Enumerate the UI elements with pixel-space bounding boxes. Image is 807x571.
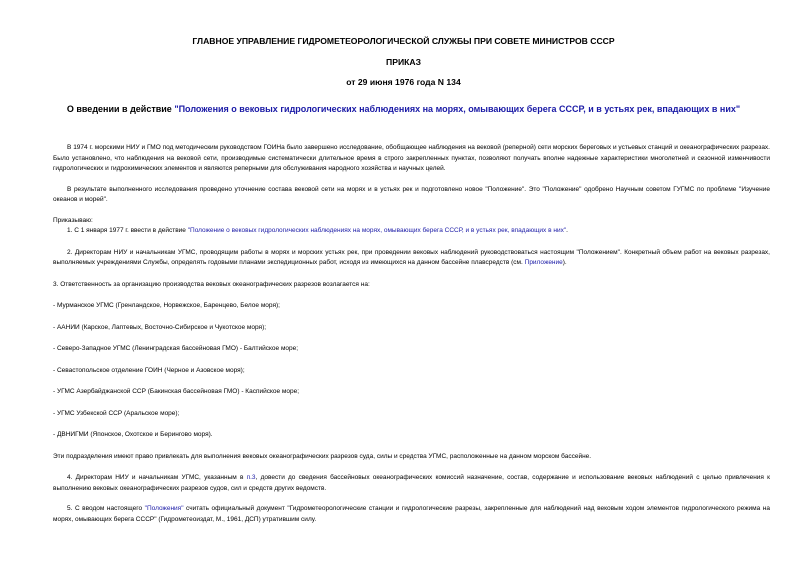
- document-title: [40, 104, 767, 115]
- list-item: - Севастопольское отделение ГОИН (Черное и Азовское моря);: [53, 366, 245, 374]
- order-item-5-text: 5. С вводом настоящего: [67, 505, 145, 512]
- order-item-4-end: , довести до сведения бассейновых океанографических комиссий назначение, состав, содержание и использование вековых наблюдений с целью привлечения к выполнению вековых океанографических разрезов судов, сил и средств других ведомств.: [53, 474, 770, 492]
- order-item-1: [53, 226, 770, 237]
- order-intro: Приказываю:: [53, 216, 93, 224]
- document-body: [53, 143, 770, 525]
- order-item-5: [53, 504, 770, 525]
- order-item-4: [53, 473, 770, 494]
- title-prefix: О введении в действие: [66, 104, 175, 114]
- list-item: - Мурманское УГМС (Гренландское, Норвежское, Баренцево, Белое моря);: [53, 302, 280, 309]
- order-item-2-end: ).: [562, 259, 567, 266]
- list-item: - ААНИИ (Карское, Лаптевых, Восточно-Сибирское и Чукотское моря);: [53, 323, 267, 331]
- paragraph-result: В результате выполненного исследования проведено уточнение состава вековой сети на морях и в устьях рек и подготовлено новое "Положение". Это "Положение" одобрено Научным советом ГУГМС по проблеме "Изучение океанов и морей".: [53, 185, 770, 203]
- units-note: Эти подразделения имеют право привлекать для выполнения вековых океанографических разрезов суда, силы и средства УГМС, расположенные на данном морском бассейне.: [53, 452, 592, 460]
- list-item: - УГМС Азербайджанской ССР (Бакинская бассейновая ГМО) - Каспийское море;: [53, 388, 300, 395]
- regulation-short-link[interactable]: "Положения": [144, 505, 184, 512]
- list-item: - УГМС Узбекской ССР (Аральское море);: [53, 409, 180, 417]
- list-item: - Северо-Западное УГМС (Ленинградская бассейновая ГМО) - Балтийское море;: [53, 345, 299, 352]
- order-item-3: 3. Ответственность за организацию производства вековых океанографических разрезов возлагается на:: [53, 280, 370, 288]
- document-date-number: от 29 июня 1976 года N 134: [346, 77, 461, 87]
- organization-heading: ГЛАВНОЕ УПРАВЛЕНИЕ ГИДРОМЕТЕОРОЛОГИЧЕСКОЙ СЛУЖБЫ ПРИ СОВЕТЕ МИНИСТРОВ СССР: [192, 36, 615, 46]
- regulation-link[interactable]: "Положение о вековых гидрологических наблюдениях на морях, омывающих берега СССР, и в устьях рек, впадающих в них": [187, 227, 567, 234]
- paragraph-background: В 1974 г. морскими НИУ и ГМО под методическим руководством ГОИНа было завершено исследование, обобщающее наблюдения на вековой (реперной) сети морских береговых и устьевых станций и океанографических разрезах. Было установлено, что наблюдения на вековой сети, производимые систематически длительное время в строго закрепленных пунктах, позволяют получать вполне надежные характеристики многолетней и сезонной изменчивости гидрологических и гидрохимических элементов и являются реперными для обслуживания народного хозяйства и научных целей.: [53, 144, 770, 172]
- appendix-link[interactable]: Приложение: [524, 259, 563, 266]
- title-regulation-link[interactable]: "Положения о вековых гидрологических наблюдениях на морях, омывающих берега СССР, и в устьях рек, впадающих в них": [174, 104, 741, 114]
- order-item-1-text: 1. С 1 января 1977 г. ввести в действие: [67, 227, 188, 234]
- order-item-5-end: считать официальный документ "Гидрометеорологические станции и гидрологические разрезы, закрепленные для наблюдений над вековым ходом элементов гидрологического режима на морях, омывающих берега СССР" (Гидрометеоиздат, М., 1961, ДСП) утратившим силу.: [53, 505, 770, 523]
- document-type: ПРИКАЗ: [386, 57, 421, 67]
- list-item: - ДВНИГМИ (Японское, Охотское и Берингово моря).: [53, 431, 213, 438]
- order-item-2-text: 2. Директорам НИУ и начальникам УГМС, проводящим работы в морях и морских устьях рек, при проведении вековых наблюдений руководствоваться настоящим "Положением". Конкретный объем работ на вековых разрезах, выполняемых учреждениями Службы, определять годовыми планами экспедиционных работ, исходя из имеющихся на данном бассейне плавсредств (см.: [53, 248, 770, 266]
- order-item-2: [53, 248, 770, 269]
- order-item-4-text: 4. Директорам НИУ и начальникам УГМС, указанным в: [67, 474, 247, 481]
- clause-3-link[interactable]: п.3: [246, 474, 256, 481]
- order-item-1-end: .: [566, 227, 568, 234]
